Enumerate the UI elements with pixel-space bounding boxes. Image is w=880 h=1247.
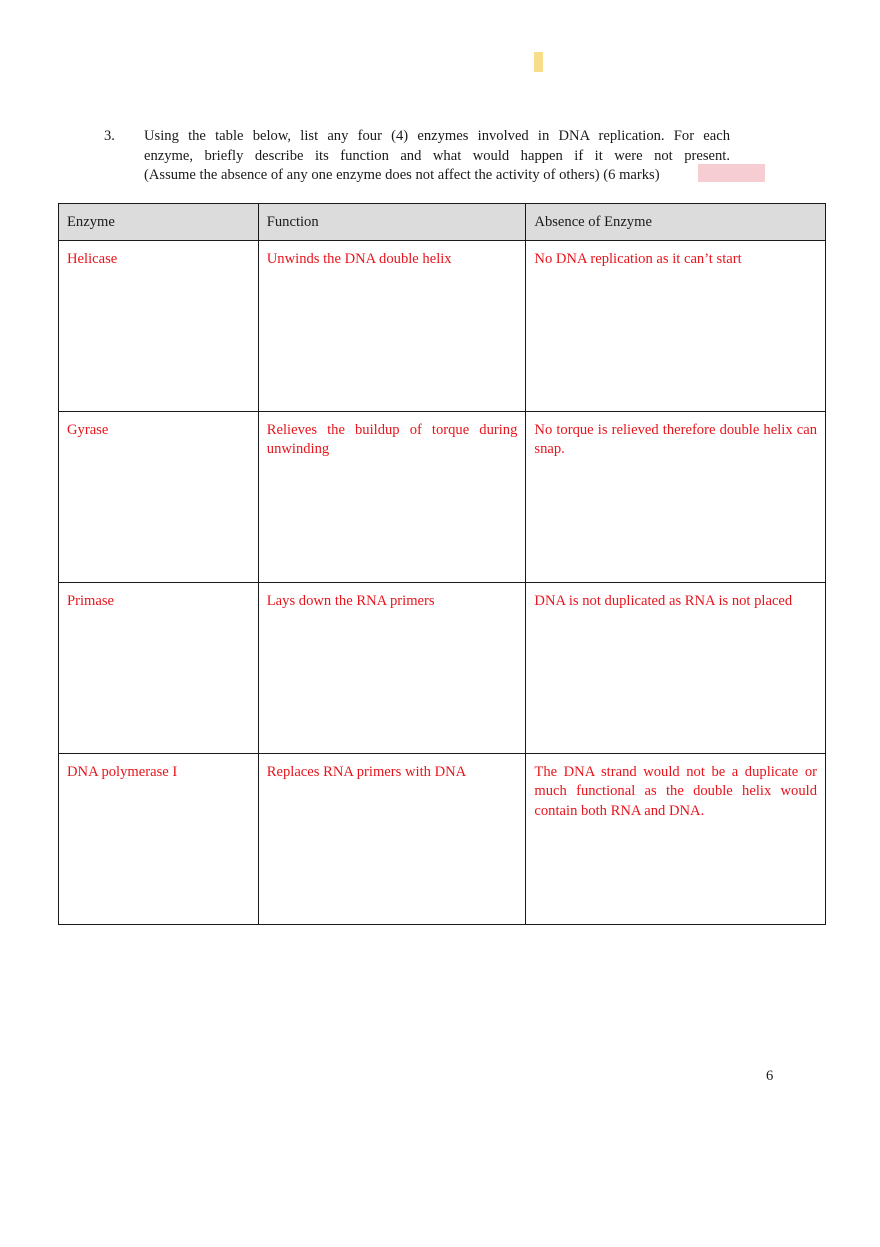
page-number: 6 — [766, 1068, 774, 1084]
cell-enzyme: DNA polymerase I — [59, 753, 259, 924]
cell-function: Relieves the buildup of torque during unwinding — [258, 411, 526, 582]
table-header-row — [59, 204, 826, 241]
cell-function: Replaces RNA primers with DNA — [258, 753, 526, 924]
table-row — [59, 240, 826, 411]
question-line-2: enzyme, briefly describe its function and what would happen if it were not present. — [144, 147, 730, 164]
cell-enzyme: Helicase — [59, 240, 259, 411]
header-enzyme: Enzyme — [59, 204, 259, 241]
question-3 — [104, 127, 730, 186]
cell-absence: The DNA strand would not be a duplicate or much functional as the double helix would contain both RNA and DNA. — [526, 753, 826, 924]
cell-function: Unwinds the DNA double helix — [258, 240, 526, 411]
question-line-1: Using the table below, list any four (4) enzymes involved in DNA replication. For each — [144, 128, 730, 144]
cell-absence: No DNA replication as it can’t start — [526, 240, 826, 411]
enzyme-table — [58, 203, 826, 925]
question-number: 3. — [104, 128, 115, 144]
cell-function: Lays down the RNA primers — [258, 582, 526, 753]
table-row — [59, 411, 826, 582]
question-text — [145, 127, 730, 186]
question-line-3: (Assume the absence of any one enzyme does not affect the activity of others) (6 marks) — [144, 167, 660, 183]
header-absence: Absence of Enzyme — [526, 204, 826, 241]
cell-absence: No torque is relieved therefore double helix can snap. — [526, 411, 826, 582]
cell-enzyme: Primase — [59, 582, 259, 753]
cell-absence: DNA is not duplicated as RNA is not placed — [526, 582, 826, 753]
cell-enzyme: Gyrase — [59, 411, 259, 582]
table-row — [59, 582, 826, 753]
header-function: Function — [258, 204, 526, 241]
yellow-highlight-mark — [534, 52, 543, 72]
table-row — [59, 753, 826, 924]
